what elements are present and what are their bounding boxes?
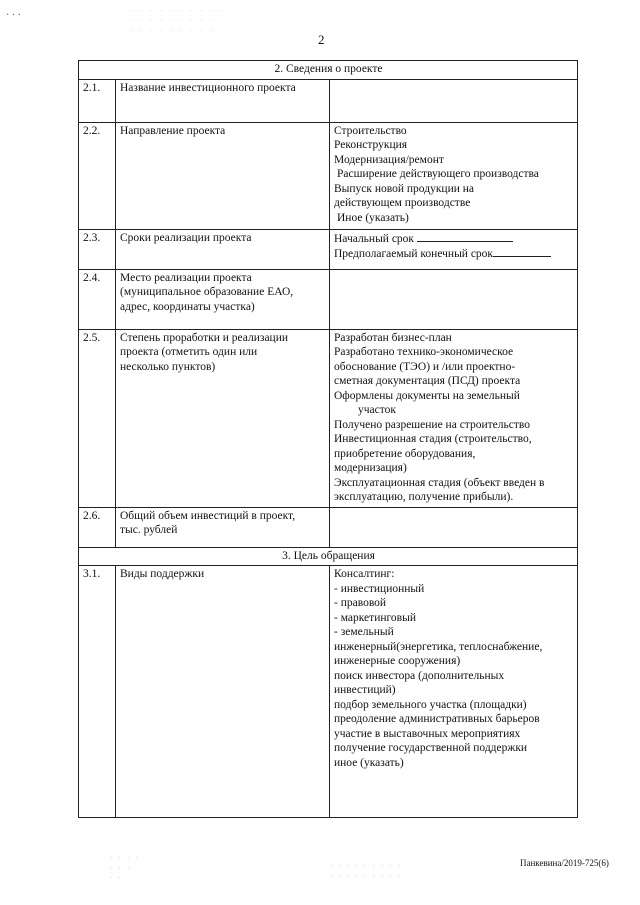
start-date-line: Начальный срок — [334, 231, 574, 247]
project-name-field[interactable] — [330, 79, 578, 122]
investment-volume-field[interactable] — [330, 507, 578, 547]
label-line: Место реализации проекта — [120, 271, 252, 284]
option-item[interactable]: Реконструкция — [334, 139, 408, 151]
table-row — [79, 329, 578, 507]
option-item[interactable]: Иное (указать) — [337, 211, 409, 224]
project-info-table — [78, 60, 578, 818]
section-3-heading: 3. Цель обращения — [79, 547, 578, 566]
label-line: тыс. рублей — [120, 524, 178, 536]
table-row — [79, 269, 578, 329]
label-line: Общий объем инвестиций в проект, — [120, 509, 296, 522]
label-line: Виды поддержки — [120, 568, 205, 580]
row-label — [116, 229, 330, 269]
option-item[interactable]: Разработано технико-экономическое — [334, 346, 514, 358]
section-2-header-row — [79, 61, 578, 80]
row-number: 3.1. — [79, 566, 116, 818]
table-row — [79, 566, 578, 818]
option-item[interactable]: поиск инвестора (дополнительных — [334, 669, 505, 682]
label-line: Сроки реализации проекта — [120, 231, 252, 244]
section-3-header-row — [79, 547, 578, 566]
label-line: Название инвестиционного проекта — [120, 81, 296, 94]
row-number: 2.1. — [79, 79, 116, 122]
scan-bleed-through: . . . . . . . . . — [110, 850, 140, 880]
option-item[interactable]: действующем производстве — [334, 197, 471, 209]
support-type-options[interactable] — [330, 566, 578, 818]
project-stage-options[interactable] — [330, 329, 578, 507]
scan-bleed-through: . . . . . . . . . . . . . . . . . . — [330, 858, 403, 878]
table-row — [79, 122, 578, 229]
option-item[interactable]: Получено разрешение на строительство — [334, 418, 530, 431]
row-label — [116, 329, 330, 507]
document-code: Панкевина/2019-725(6) — [520, 858, 609, 868]
row-label — [116, 122, 330, 229]
project-location-field[interactable] — [330, 269, 578, 329]
option-item[interactable]: инженерный(энергетика, теплоснабжение, — [334, 640, 543, 653]
table-row — [79, 229, 578, 269]
row-label — [116, 269, 330, 329]
label-line: Степень проработки и реализации — [120, 331, 289, 344]
project-direction-options[interactable] — [330, 122, 578, 229]
option-item[interactable]: получение государственной поддержки — [334, 742, 528, 754]
row-number: 2.3. — [79, 229, 116, 269]
option-item[interactable]: участок — [358, 404, 396, 416]
option-item[interactable]: Эксплуатационная стадия (объект введен в — [334, 476, 545, 489]
table-row — [79, 507, 578, 547]
label-line: Направление проекта — [120, 124, 226, 137]
option-heading: Консалтинг: — [334, 568, 395, 580]
option-item[interactable]: Расширение действующего производства — [337, 168, 539, 180]
end-date-line: Предполагаемый конечный срок — [334, 246, 574, 262]
option-item[interactable]: модернизация) — [334, 462, 407, 474]
row-label — [116, 507, 330, 547]
project-timeline-fields — [330, 229, 578, 269]
option-item[interactable]: инвестиций) — [334, 684, 396, 696]
option-item[interactable]: - маркетинговый — [334, 611, 416, 624]
option-item[interactable]: Модернизация/ремонт — [334, 153, 444, 166]
section-2-heading: 2. Сведения о проекте — [79, 61, 578, 80]
option-item[interactable]: - правовой — [334, 597, 387, 609]
row-label — [116, 566, 330, 818]
option-item[interactable]: иное (указать) — [334, 756, 404, 769]
option-item[interactable]: подбор земельного участка (площадки) — [334, 698, 527, 711]
option-item[interactable]: инженерные сооружения) — [334, 655, 461, 667]
option-item[interactable]: обоснование (ТЭО) и /или проектно- — [334, 360, 516, 373]
option-item[interactable]: участие в выставочных мероприятиях — [334, 727, 521, 740]
option-item[interactable]: преодоление административных барьеров — [334, 713, 540, 725]
option-item[interactable]: Разработан бизнес-план — [334, 331, 452, 344]
option-item[interactable]: сметная документация (ПСД) проекта — [334, 375, 521, 387]
option-item[interactable]: - инвестиционный — [334, 582, 425, 595]
scan-bleed-through: . . . . . . . . . . . . . . . . . . . . . . . . . . . . — [130, 4, 225, 33]
option-item[interactable]: Оформлены документы на земельный — [334, 389, 520, 402]
row-label — [116, 79, 330, 122]
row-number: 2.2. — [79, 122, 116, 229]
label-line: несколько пунктов) — [120, 360, 216, 373]
option-item[interactable]: приобретение оборудования, — [334, 447, 476, 460]
row-number: 2.4. — [79, 269, 116, 329]
row-number: 2.5. — [79, 329, 116, 507]
page-number: 2 — [318, 32, 325, 47]
option-item[interactable]: Строительство — [334, 124, 407, 137]
row-number: 2.6. — [79, 507, 116, 547]
option-item[interactable]: Инвестиционная стадия (строительство, — [334, 433, 532, 445]
label-line: проекта (отметить один или — [120, 346, 258, 358]
label-line: адрес, координаты участка) — [120, 300, 255, 313]
label-line: (муниципальное образование ЕАО, — [120, 286, 294, 298]
start-date-input[interactable] — [417, 231, 513, 242]
end-date-input[interactable] — [493, 246, 551, 257]
table-row — [79, 79, 578, 122]
scan-artifact-dots: · · · — [6, 10, 21, 21]
option-item[interactable]: Выпуск новой продукции на — [334, 182, 475, 195]
option-item[interactable]: эксплуатацию, получение прибыли). — [334, 491, 514, 503]
option-item[interactable]: - земельный — [334, 626, 394, 638]
